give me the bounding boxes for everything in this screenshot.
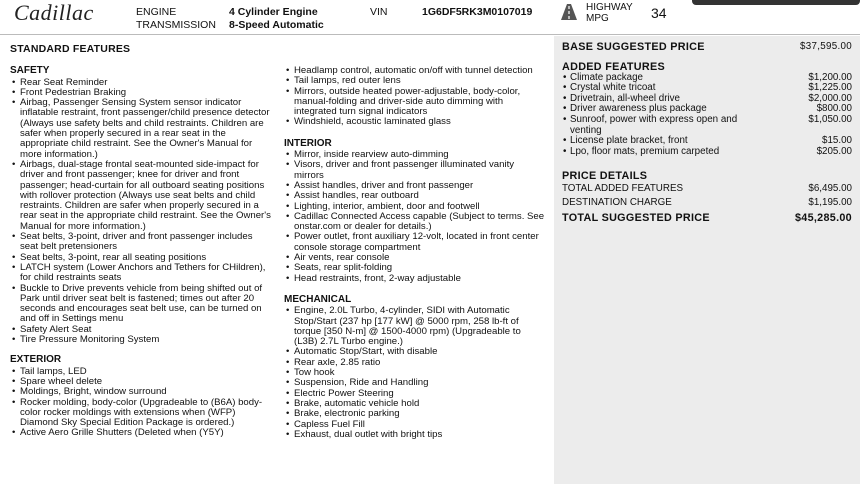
list-item: • Mirrors, outside heated power-adjustable, body-color, manual-folding and driver-side auto dimming with integrated turn signal indicators <box>284 87 546 118</box>
list-item: • Safety Alert Seat <box>10 325 272 335</box>
list-item: • Automatic Stop/Start, with disable <box>284 347 546 357</box>
list-item: • Tire Pressure Monitoring System <box>10 335 272 345</box>
list-item: • Tail lamps, red outer lens <box>284 76 546 86</box>
list-item: • Air vents, rear console <box>284 253 546 263</box>
exterior-heading: EXTERIOR <box>10 354 62 366</box>
list-item: • Active Aero Grille Shutters (Deleted when (Y5Y) <box>10 428 272 438</box>
list-item: • Brake, automatic vehicle hold <box>284 399 546 409</box>
list-item: • Cadillac Connected Access capable (Subject to terms. See onstar.com or dealer for details.) <box>284 212 546 233</box>
features-column-1 <box>10 44 272 439</box>
list-item: • Electric Power Steering <box>284 389 546 399</box>
list-item: • Seat belts, 3-point, driver and front passenger includes seat belt pretensioners <box>10 232 272 253</box>
added-features-heading: ADDED FEATURES <box>562 61 665 73</box>
list-item: • Front Pedestrian Braking <box>10 88 272 98</box>
list-item: • Buckle to Drive prevents vehicle from being shifted out of Park until driver seat belt is fastened; times out after 20 seconds and encourages seat belt use, can be turned on and off in Settings menu <box>10 284 272 325</box>
list-item: • Assist handles, rear outboard <box>284 191 546 201</box>
header-separator <box>0 34 860 35</box>
price-row: • Lpo, floor mats, premium carpeted $205.00 <box>562 147 852 158</box>
price-row: • Drivetrain, all-wheel drive $2,000.00 <box>562 94 852 105</box>
price-details-section <box>562 171 852 223</box>
features-column-2 <box>284 66 546 440</box>
list-item: • Head restraints, front, 2-way adjustable <box>284 274 546 284</box>
total-added-row: TOTAL ADDED FEATURES $6,495.00 <box>562 182 852 194</box>
list-item: • Headlamp control, automatic on/off with tunnel detection <box>284 66 546 76</box>
brand-logo: Cadillac <box>14 0 94 25</box>
exterior-continued-list <box>284 66 546 128</box>
highway-icon <box>560 3 578 21</box>
list-item: • Rocker molding, body-color (Upgradeable to (B6A) body-color rocker moldings with extensions when (WFP) Diamond Sky Special Edition Package is ordered.) <box>10 398 272 429</box>
list-item: • Windshield, acoustic laminated glass <box>284 117 546 127</box>
highway-mpg-label: HIGHWAY MPG <box>586 2 633 24</box>
list-item: • Airbags, dual-stage frontal seat-mounted side-impact for driver and front passenger; knee for driver and front passenger; head-curtain for all outboard seating positions with rollover protection (Always use seat belts and child restraints. Children are safer when properly secured in a rear seat in the appropriate child restraint. See the Owner's Manual for more information.) <box>10 160 272 232</box>
list-item: • Tail lamps, LED <box>10 367 272 377</box>
engine-value: 4 Cylinder Engine <box>229 6 318 18</box>
list-item: • LATCH system (Lower Anchors and Tethers for CHildren), for child restraints seats <box>10 263 272 284</box>
list-item: • Exhaust, dual outlet with bright tips <box>284 430 546 440</box>
list-item: • Seat belts, 3-point, rear all seating positions <box>10 253 272 263</box>
header-bar <box>0 0 860 34</box>
list-item: • Visors, driver and front passenger illuminated vanity mirrors <box>284 160 546 181</box>
list-item: • Power outlet, front auxiliary 12-volt, located in front center console storage compartment <box>284 232 546 253</box>
list-item: • Brake, electronic parking <box>284 409 546 419</box>
list-item: • Seats, rear split-folding <box>284 263 546 273</box>
list-item: • Assist handles, driver and front passenger <box>284 181 546 191</box>
price-row: • License plate bracket, front $15.00 <box>562 136 852 147</box>
vin-value: 1G6DF5RK3M0107019 <box>422 6 533 18</box>
transmission-label: TRANSMISSION <box>136 19 216 31</box>
total-price-row: TOTAL SUGGESTED PRICE $45,285.00 <box>562 211 852 224</box>
list-item: • Rear axle, 2.85 ratio <box>284 358 546 368</box>
header-tab <box>692 0 860 5</box>
added-features-section <box>562 62 852 157</box>
base-price-section <box>562 42 852 53</box>
list-item: • Suspension, Ride and Handling <box>284 378 546 388</box>
price-row: • Climate package $1,200.00 <box>562 73 852 84</box>
highway-mpg-value: 34 <box>651 5 667 21</box>
list-item: • Engine, 2.0L Turbo, 4-cylinder, SIDI with Automatic Stop/Start (237 hp [177 kW] @ 5000 rpm, 258 lb-ft of torque [350 N-m] @ 1500-4000 rpm) (Upgradeable to (L3B) 2.7L Turbo engine.) <box>284 306 546 347</box>
list-item: • Tow hook <box>284 368 546 378</box>
list-item: • Spare wheel delete <box>10 377 272 387</box>
list-item: • Lighting, interior, ambient, door and footwell <box>284 202 546 212</box>
price-row: • Crystal white tricoat $1,225.00 <box>562 83 852 94</box>
list-item: • Mirror, inside rearview auto-dimming <box>284 150 546 160</box>
destination-row: DESTINATION CHARGE $1,195.00 <box>562 197 852 209</box>
base-price-label: BASE SUGGESTED PRICE <box>562 41 705 53</box>
engine-label: ENGINE <box>136 6 177 18</box>
base-price-row <box>562 42 852 53</box>
vin-label: VIN <box>370 6 388 18</box>
list-item: • Rear Seat Reminder <box>10 78 272 88</box>
mechanical-heading: MECHANICAL <box>284 293 352 305</box>
interior-list <box>284 150 546 284</box>
transmission-value: 8-Speed Automatic <box>229 19 324 31</box>
base-price-value: $37,595.00 <box>799 41 852 52</box>
list-item: • Capless Fuel Fill <box>284 420 546 430</box>
price-panel <box>554 36 860 484</box>
price-row: • Sunroof, power with express open and venting $1,050.00 <box>562 115 852 136</box>
mechanical-list <box>284 306 546 440</box>
list-item: • Airbag, Passenger Sensing System sensor indicator inflatable restraint, front passenger/child presence detector (Always use safety belts and child restraints. Children are safer when properly secured in a rear seat in the appropriate child restraint. See the Owner's Manual for more information.) <box>10 98 272 160</box>
exterior-list <box>10 367 272 439</box>
price-row: • Driver awareness plus package $800.00 <box>562 104 852 115</box>
safety-heading: SAFETY <box>10 65 50 77</box>
price-details-heading: PRICE DETAILS <box>562 170 648 182</box>
interior-heading: INTERIOR <box>284 137 332 149</box>
safety-list <box>10 78 272 346</box>
standard-features-title: STANDARD FEATURES <box>10 43 131 55</box>
list-item: • Moldings, Bright, window surround <box>10 387 272 397</box>
